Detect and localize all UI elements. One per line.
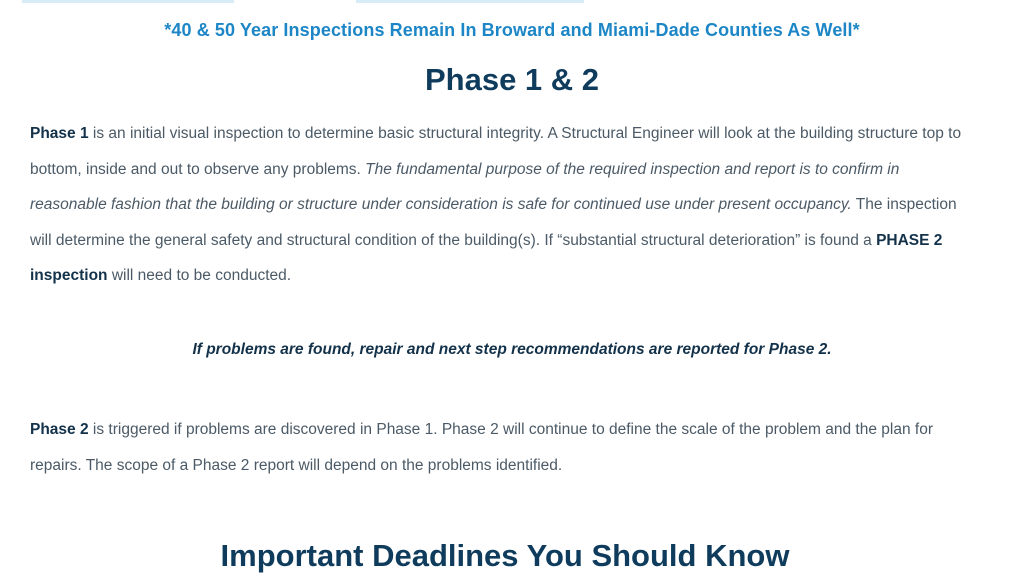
phase1-text-b: The inspection will determine the general safety and structural condition of the building(s). If “substantial structural deterioration” is found a: [30, 196, 957, 249]
recommendation-callout: If problems are found, repair and next step recommendations are reported for Phase 2.: [192, 341, 832, 358]
phase1-label: Phase 1: [30, 125, 89, 142]
top-divider-left: [22, 0, 234, 3]
phase1-paragraph: [30, 116, 980, 294]
phase2-paragraph: [30, 412, 980, 483]
phase1-text-c: will need to be conducted.: [107, 267, 292, 284]
phase2-inspection-ref: PHASE 2 inspection: [30, 231, 943, 284]
phase-heading: Phase 1 & 2: [424, 62, 600, 97]
phase1-text-a: is an initial visual inspection to determine basic structural integrity. A Structural Engineer will look at the building structure top to bottom, inside and out to observe any problems.: [30, 125, 962, 178]
inspection-notice: *40 & 50 Year Inspections Remain In Broward and Miami-Dade Counties As Well*: [164, 20, 860, 40]
phase2-text: is triggered if problems are discovered in Phase 1. Phase 2 will continue to define the scale of the problem and the plan for repairs. The scope of a Phase 2 report will depend on the problems identified.: [30, 421, 933, 474]
phase2-label: Phase 2: [30, 421, 89, 438]
top-divider-right: [356, 0, 584, 3]
phase1-italic-text: The fundamental purpose of the required inspection and report is to confirm in reasonable fashion that the building or structure under consideration is safe for continued use under present occupancy.: [30, 160, 900, 213]
deadlines-heading: Important Deadlines You Should Know: [220, 538, 790, 573]
